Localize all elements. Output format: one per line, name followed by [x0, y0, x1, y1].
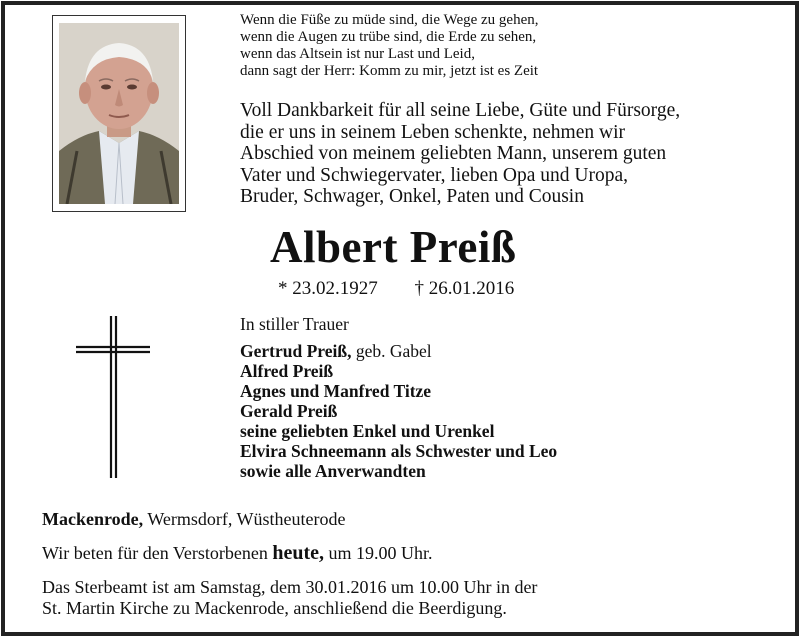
intro-line: die er uns in seinem Leben schenkte, nehmen wir — [240, 121, 626, 143]
portrait-photo — [52, 15, 186, 212]
poem-line: dann sagt der Herr: Komm zu mir, jetzt ist es Zeit — [240, 63, 539, 79]
birth-date: * 23.02.1927 — [278, 278, 378, 299]
funeral-line: Das Sterbeamt ist am Samstag, dem 30.01.2016 um 10.00 Uhr in der — [42, 577, 538, 597]
portrait-image — [59, 23, 179, 204]
prayer-notice — [42, 543, 433, 563]
poem-line: Wenn die Füße zu müde sind, die Wege zu gehen, — [240, 12, 539, 28]
prayer-time: um 19.00 Uhr. — [324, 543, 433, 563]
mourner-line: seine geliebten Enkel und Urenkel — [240, 421, 495, 441]
funeral-line: St. Martin Kirche zu Mackenrode, anschließend die Beerdigung. — [42, 598, 507, 618]
mourner-line: Gerald Preiß — [240, 401, 338, 421]
places-line — [42, 509, 346, 529]
death-date: † 26.01.2016 — [414, 278, 515, 299]
mourner-line: sowie alle Anverwandten — [240, 461, 426, 481]
mourner-line: Elvira Schneemann als Schwester und Leo — [240, 441, 558, 461]
life-dates — [278, 278, 514, 300]
cross-icon — [76, 316, 150, 478]
poem-line: wenn die Augen zu trübe sind, die Erde zu sehen, — [240, 29, 537, 45]
funeral-notice — [42, 577, 537, 619]
mourner-maiden-name: geb. Gabel — [351, 341, 432, 361]
mourner-line: Agnes und Manfred Titze — [240, 381, 432, 401]
intro-text — [240, 100, 680, 208]
mourner-line — [240, 341, 557, 361]
mourners-caption: In stiller Trauer — [240, 314, 349, 334]
deceased-name: Albert Preiß — [270, 222, 517, 272]
mourner-name: Gertrud Preiß, — [240, 341, 352, 361]
poem-line: wenn das Altsein ist nur Last und Leid, — [240, 46, 475, 62]
intro-line: Vater und Schwiegervater, lieben Opa und Uropa, — [240, 164, 629, 186]
mourner-line: Alfred Preiß — [240, 361, 334, 381]
intro-line: Abschied von meinem geliebten Mann, unserem guten — [240, 143, 667, 164]
prayer-emphasis: heute, — [272, 542, 325, 564]
intro-line: Bruder, Schwager, Onkel, Paten und Cousin — [240, 186, 584, 207]
mourners-list — [240, 314, 557, 481]
place-main: Mackenrode, — [42, 509, 144, 529]
poem-verse — [240, 12, 538, 80]
place-others: Wermsdorf, Wüstheuterode — [143, 509, 346, 529]
intro-line: Voll Dankbarkeit für all seine Liebe, Güte und Fürsorge, — [240, 100, 681, 121]
prayer-text: Wir beten für den Verstorbenen — [42, 543, 273, 563]
